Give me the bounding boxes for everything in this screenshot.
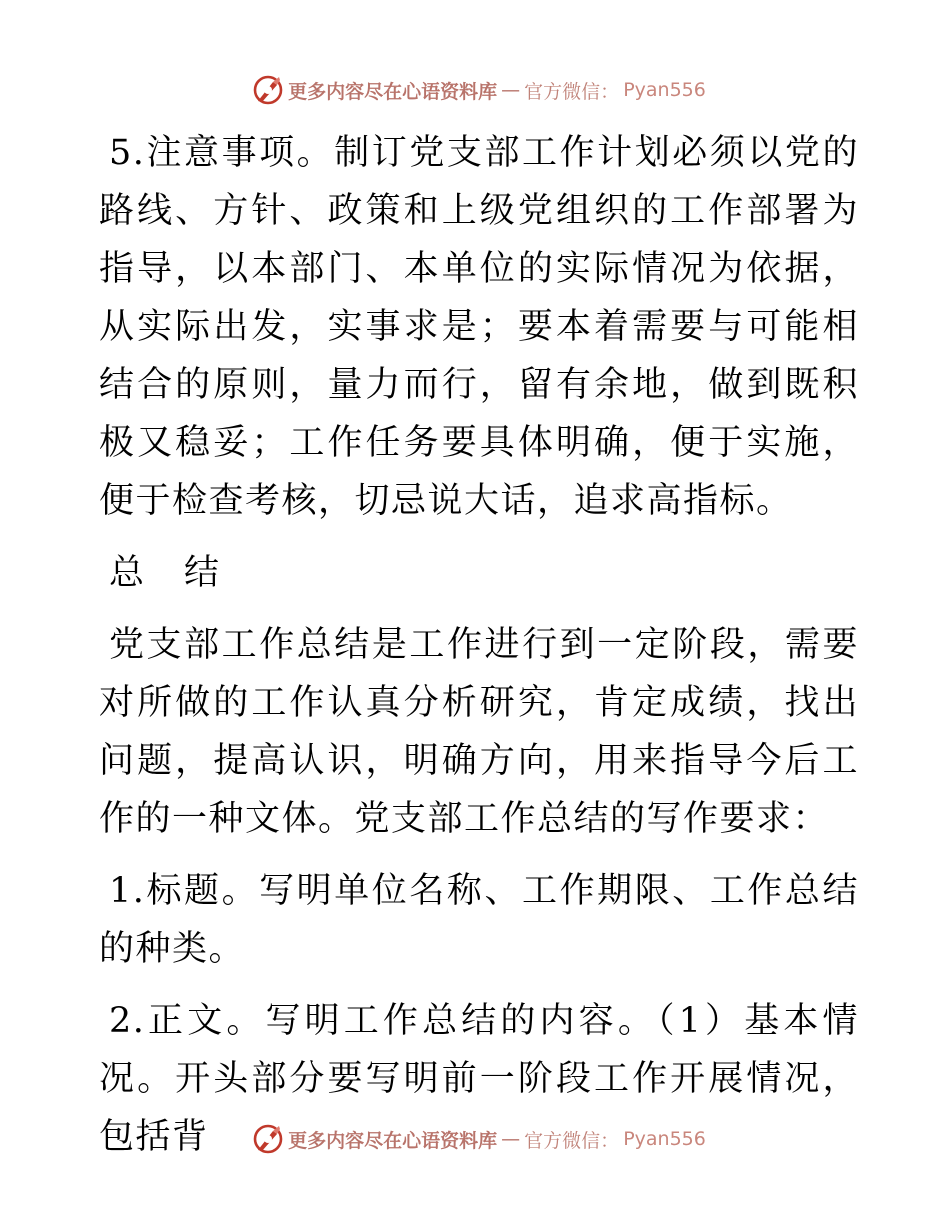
watermark-label: 官方微信： [524, 80, 620, 103]
quill-logo-icon [252, 1123, 284, 1155]
watermark-main-text: 更多内容尽在心语资料库 [288, 1129, 498, 1152]
watermark-wechat-id: Pyan556 [623, 79, 706, 101]
paragraph-title-requirement: 1.标题。写明单位名称、工作期限、工作总结的种类。 [99, 871, 859, 969]
watermark-label: 官方微信： [524, 1129, 620, 1152]
paragraph-body-requirement: 2.正文。写明工作总结的内容。（1）基本情况。开头部分要写明前一阶段工作开展情况，包括背 [99, 1001, 859, 1157]
paragraph-precautions: 5.注意事项。制订党支部工作计划必须以党的路线、方针、政策和上级党组织的工作部署为指导，以本部门、本单位的实际情况为依据，从实际出发，实事求是；要本着需要与可能相结合的原则，量力而行，留有余地，做到既积极又稳妥；工作任务要具体明确，便于实施，便于检查考核，切忌说大话，追求高指标。 [99, 133, 859, 521]
watermark-inner [252, 1123, 706, 1155]
document-body [99, 124, 859, 1180]
heading-char-1: 总 [109, 553, 147, 593]
watermark-main-text: 更多内容尽在心语资料库 [288, 80, 498, 103]
paragraph-summary-definition: 党支部工作总结是工作进行到一定阶段，需要对所做的工作认真分析研究，肯定成绩，找出问题，提高认识，明确方向，用来指导今后工作的一种文体。党支部工作总结的写作要求： [99, 625, 859, 839]
quill-logo-icon [252, 74, 284, 106]
watermark-header [0, 72, 950, 108]
section-heading-summary [109, 544, 859, 602]
watermark-inner [252, 74, 706, 106]
watermark-dash: — [501, 79, 521, 101]
watermark-footer [0, 1121, 950, 1157]
watermark-dash: — [501, 1128, 521, 1150]
heading-char-2: 结 [184, 553, 222, 593]
watermark-wechat-id: Pyan556 [623, 1128, 706, 1150]
